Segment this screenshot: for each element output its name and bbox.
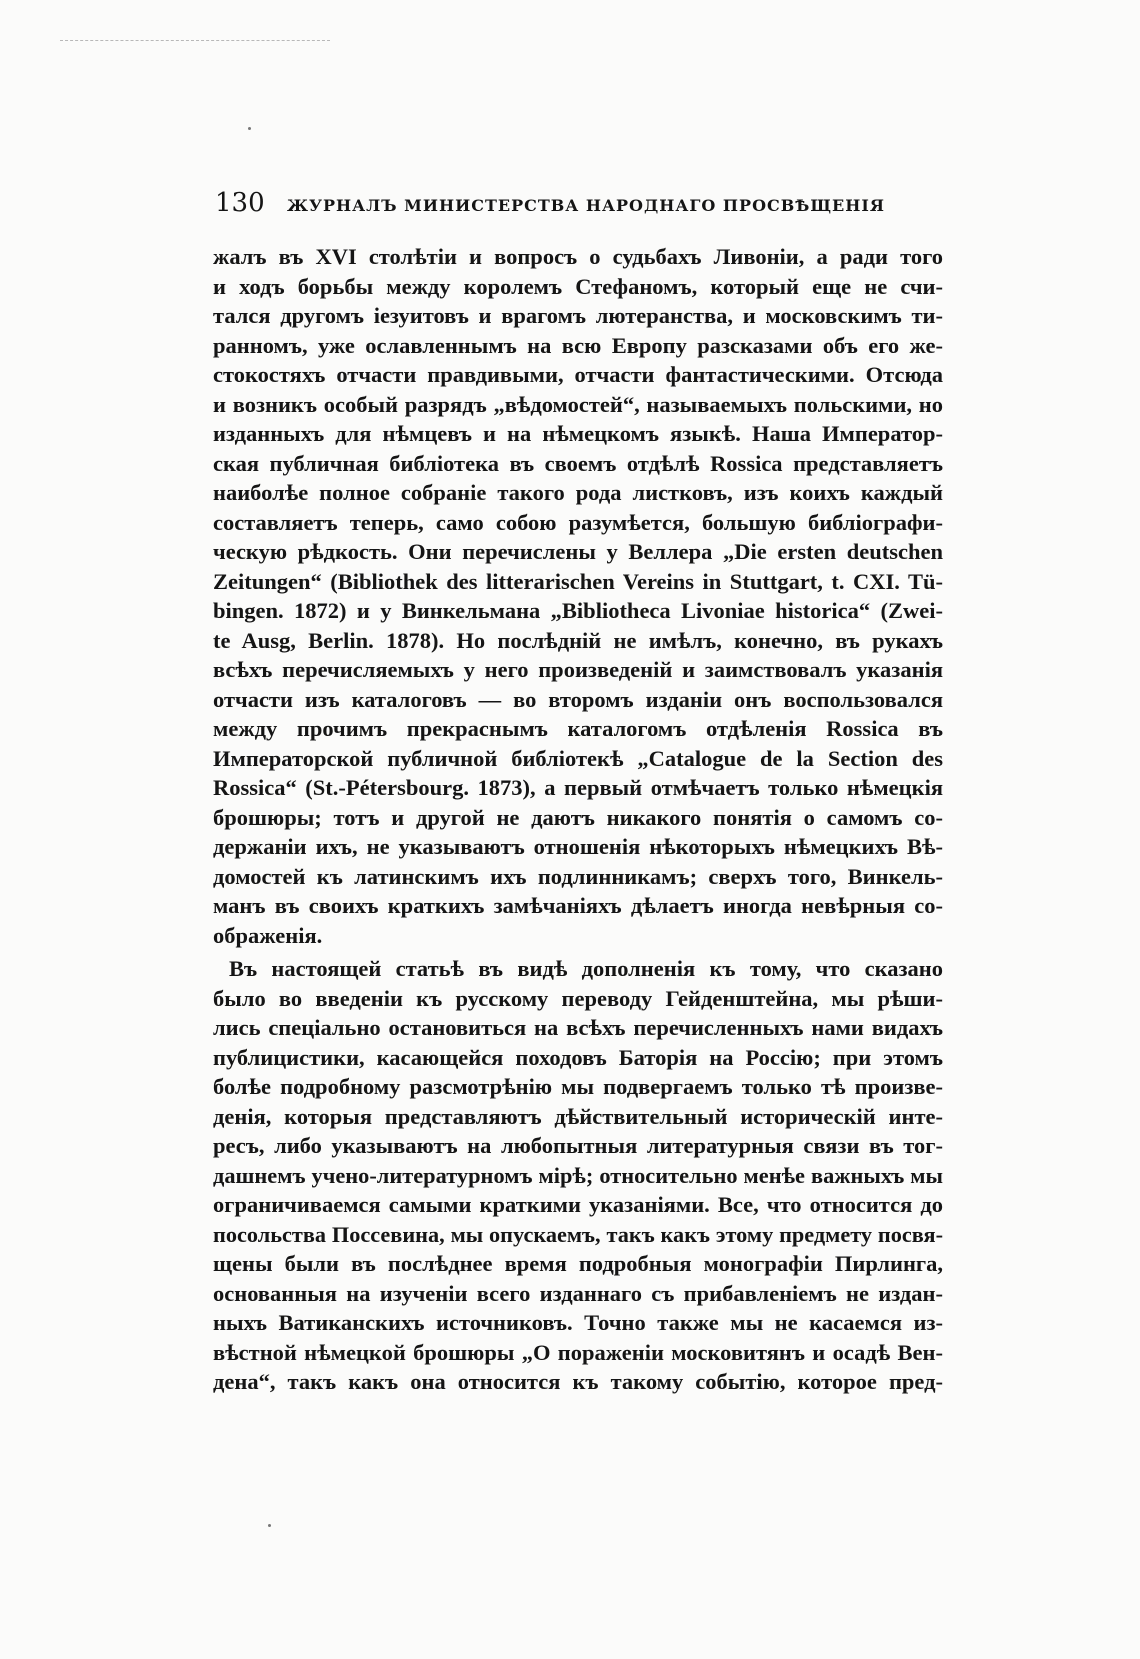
- text-line: публицистики, касающейся походовъ Баторія на Россію; при этомъ: [213, 1044, 943, 1070]
- text-line: жалъ въ XVI столѣтіи и вопросъ о судьбахъ Ливоніи, а ради того: [213, 244, 943, 269]
- text-line: ческую рѣдкость. Они перечислены у Веллера „Die ersten deutschen: [213, 539, 943, 564]
- text-line: было во введеніи къ русскому переводу Гейденштейна, мы рѣши-: [213, 985, 943, 1011]
- text-line: ныхъ Ватиканскихъ источниковъ. Точно также мы не касаемся из-: [213, 1310, 943, 1335]
- running-title: ЖУРНАЛЪ МИНИСТЕРСТВА НАРОДНАГО ПРОСВѢЩЕНІЯ: [287, 196, 885, 215]
- running-header: [215, 188, 945, 218]
- page-number: 130: [215, 188, 265, 218]
- scan-page-edge: [60, 40, 330, 41]
- text-line: Zeitungen“ (Bibliothek des litterarischen Vereins in Stuttgart, t. CXI. Tü-: [213, 568, 943, 594]
- text-line: домостей къ латинскимъ ихъ подлинникамъ; сверхъ того, Винкель-: [213, 863, 943, 889]
- text-line: Въ настоящей статьѣ въ видѣ дополненія къ тому, что сказано: [229, 956, 943, 981]
- text-line: брошюры; тотъ и другой не даютъ никакого понятія о самомъ со-: [213, 804, 943, 830]
- body-text: [213, 242, 943, 1397]
- text-line: между прочимъ прекраснымъ каталогомъ отдѣленія Rossica въ: [213, 716, 943, 741]
- text-line: вѣстной нѣмецкой брошюры „О пораженіи московитянъ и осадѣ Вен-: [213, 1339, 943, 1365]
- scan-speck: [248, 127, 251, 130]
- text-line: и ходъ борьбы между королемъ Стефаномъ, который еще не счи-: [213, 273, 943, 299]
- text-line: ограничиваемся самыми краткими указаніями. Все, что относится до: [213, 1192, 943, 1217]
- text-line: щены были въ послѣднее время подробныя монографіи Пирлинга,: [213, 1251, 943, 1276]
- text-line: изданныхъ для нѣмцевъ и на нѣмецкомъ языкѣ. Наша Император-: [213, 421, 943, 446]
- text-line: отчасти изъ каталоговъ — во второмъ изданіи онъ воспользовался: [213, 686, 943, 712]
- paragraph-2: [213, 954, 943, 1397]
- text-line: всѣхъ перечисляемыхъ у него произведеній и заимствовалъ указанія: [213, 657, 943, 682]
- text-line: денія, которыя представляютъ дѣйствительный историческій инте-: [213, 1103, 943, 1129]
- text-line: основанныя на изученіи всего изданнаго съ прибавленіемъ не издан-: [213, 1280, 943, 1306]
- text-line: Rossica“ (St.-Pétersbourg. 1873), а первый отмѣчаетъ только нѣмецкія: [213, 775, 943, 800]
- text-line: составляетъ теперь, само собою разумѣется, большую библіографи-: [213, 509, 943, 535]
- text-line: дашнемъ учено-литературномъ мірѣ; относительно менѣе важныхъ мы: [213, 1162, 943, 1188]
- text-line: ображенія.: [213, 922, 323, 948]
- text-line: Императорской публичной библіотекѣ „Catalogue de la Section des: [213, 745, 943, 771]
- text-line: ранномъ, уже ославленнымъ на всю Европу разсказами объ его же-: [213, 332, 943, 358]
- text-line: и возникъ особый разрядъ „вѣдомостей“, называемыхъ польскими, но: [213, 391, 943, 417]
- text-line: ская публичная библіотека въ своемъ отдѣлѣ Rossica представляетъ: [213, 450, 943, 476]
- text-line: te Ausg, Berlin. 1878). Но послѣдній не имѣлъ, конечно, въ рукахъ: [213, 627, 943, 653]
- text-line: болѣе подробному разсмотрѣнію мы подвергаемъ только тѣ произве-: [213, 1074, 943, 1099]
- text-line: ресъ, либо указываютъ на любопытныя литературныя связи въ тог-: [213, 1133, 943, 1158]
- scan-speck: [268, 1524, 271, 1527]
- text-line: тался другомъ іезуитовъ и врагомъ лютеранства, и московскимъ ти-: [213, 303, 943, 328]
- text-line: посольства Поссевина, мы опускаемъ, такъ какъ этому предмету посвя-: [213, 1221, 943, 1247]
- paragraph-1: [213, 242, 943, 950]
- text-line: дена“, такъ какъ она относится къ такому событію, которое пред-: [213, 1369, 943, 1394]
- text-line: стокостяхъ отчасти правдивыми, отчасти фантастическими. Отсюда: [213, 362, 943, 387]
- text-line: наиболѣе полное собраніе такого рода листковъ, изъ коихъ каждый: [213, 480, 943, 505]
- text-line: манъ въ своихъ краткихъ замѣчаніяхъ дѣлаетъ иногда невѣрныя со-: [213, 893, 943, 918]
- text-line: bingen. 1872) и у Винкельмана „Bibliotheca Livoniae historica“ (Zwei-: [213, 598, 943, 623]
- text-line: держаніи ихъ, не указываютъ отношенія нѣкоторыхъ нѣмецкихъ Вѣ-: [213, 834, 943, 859]
- text-line: лись спеціально остановиться на всѣхъ перечисленныхъ нами видахъ: [213, 1015, 943, 1040]
